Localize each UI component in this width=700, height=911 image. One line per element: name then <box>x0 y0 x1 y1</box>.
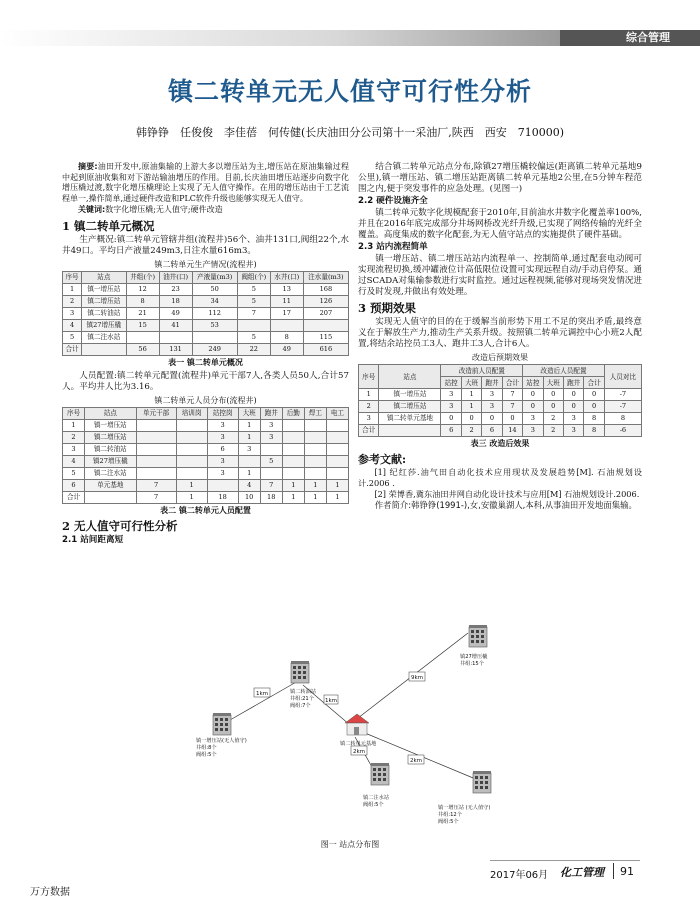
table-cell: 0 <box>584 389 604 401</box>
section-1-para-1: 生产概况:镇二转单元管辖井组(流程井)56个、油井131口,阀组22个,水井49口。平均日产液量249m3,日注水量616m3。 <box>62 234 349 256</box>
table-cell: 8 <box>126 295 159 307</box>
table-cell: 8 <box>604 413 641 425</box>
zhushui-building-icon <box>371 763 389 785</box>
table-cell: 合计 <box>63 343 82 355</box>
table-1-caption: 镇二转单元生产情况(流程井) <box>154 259 257 269</box>
table-cell: 14 <box>502 425 522 437</box>
table-3-header: 跑井 <box>563 377 583 389</box>
right-column <box>358 162 642 511</box>
table-cell: 131 <box>159 343 192 355</box>
table-cell: 1 <box>304 491 326 503</box>
table-cell <box>136 467 176 479</box>
table-cell <box>282 443 304 455</box>
table-cell <box>326 431 348 443</box>
table-3-label: 表三 改造后效果 <box>470 439 530 448</box>
table-row <box>359 413 642 425</box>
table-cell <box>159 331 192 343</box>
table-2-header: 大班 <box>238 407 260 419</box>
table-2-header: 电工 <box>326 407 348 419</box>
table-cell: 1 <box>461 401 481 413</box>
section-2-3-heading: 2.3 站内流程简单 <box>358 242 428 252</box>
table-1-header: 油井(口) <box>159 271 192 283</box>
table-cell: 207 <box>303 307 348 319</box>
keywords-label: 关键词: <box>78 205 106 215</box>
table-cell: 249 <box>192 343 237 355</box>
table-cell <box>282 431 304 443</box>
table-cell: 3 <box>260 431 282 443</box>
section-3-para: 实现无人值守的目的在于缓解当前形势下用工不足的突出矛盾,最终意义在于解放生产力,推动生产关系升级。按照镇二转单元调控中心小班2人配置,将结余站控员工3人、跑井工3人,合计6人。 <box>358 317 642 349</box>
table-cell: 1 <box>238 419 260 431</box>
page-footer <box>490 864 650 882</box>
table-cell: 7 <box>136 479 176 491</box>
table-2-header: 跑井 <box>260 407 282 419</box>
table-cell: 11 <box>270 295 303 307</box>
table-cell: 单元基地 <box>85 479 136 491</box>
table-row <box>63 343 349 355</box>
table-cell: 镇二注水站 <box>82 331 127 343</box>
zhushui-name: 镇二注水站 <box>363 795 389 801</box>
table-3-caption: 改造后预期效果 <box>472 353 528 362</box>
keywords <box>62 205 349 216</box>
table-cell: 7 <box>502 389 522 401</box>
zhuanyou-name: 镇二转油站 <box>290 689 316 695</box>
table-cell: 0 <box>563 401 583 413</box>
table-row <box>359 425 642 437</box>
table-cell <box>176 443 207 455</box>
table-3 <box>358 364 642 437</box>
table-cell: 7 <box>237 307 270 319</box>
table-cell: 18 <box>260 491 282 503</box>
watermark-text: 万方数据 <box>30 887 70 898</box>
distance-d1: 1km <box>255 691 269 697</box>
table-row <box>63 431 349 443</box>
table-cell: 6 <box>482 425 502 437</box>
table-3-header: 站控 <box>441 377 461 389</box>
z2-building-icon <box>473 771 491 793</box>
abstract-text: 油田开发中,原油集输的上游大多以增压站为主,增压站在原油集输过程中起到原油收集和对下游站输油增压的作用。目前,长庆油田增压站逐步向数字化增压橇过渡,数字化增压橇理论上实现了无人值守操作。在用的增压站由于工艺流程单一,操作简单,通过硬件改造和PLC软件升级也能够实现无人值守。 <box>62 162 349 203</box>
table-3-header: 跑井 <box>482 377 502 389</box>
table-cell: 5 <box>237 283 270 295</box>
table-cell: 镇二增压站 <box>85 431 136 443</box>
reference-item: [1] 纪红莎.油气田自动化技术应用现状及发展趋势[M]. 石油规划设计.2006 . <box>358 467 642 488</box>
abstract-label: 摘要: <box>78 162 98 171</box>
section-2-heading: 2 无人值守可行性分析 <box>62 518 178 533</box>
table-3-header: 大班 <box>461 377 481 389</box>
table-2-label: 表二 镇二转单元人员配置 <box>160 505 251 515</box>
table-cell: 1 <box>63 283 82 295</box>
author-bio: 作者简介:韩铮铮(1991-),女,安徽巢湖人,本科,从事油田开发地面集输。 <box>374 500 637 510</box>
figure-caption: 图一 站点分布图 <box>320 840 380 849</box>
table-1 <box>62 271 349 356</box>
table-cell: 3 <box>207 467 238 479</box>
table-2-header: 站控岗 <box>207 407 238 419</box>
table-cell: 镇一增压站 <box>85 419 136 431</box>
z27-building-icon <box>469 625 487 647</box>
table-cell <box>176 455 207 467</box>
abstract <box>62 162 349 204</box>
table-cell: 3 <box>260 419 282 431</box>
table-row <box>63 331 349 343</box>
table-cell: 3 <box>563 413 583 425</box>
table-cell: 50 <box>192 283 237 295</box>
table-cell: 4 <box>238 479 260 491</box>
z1-building-icon <box>213 713 231 735</box>
table-1-header: 阀组(个) <box>237 271 270 283</box>
table-cell <box>136 431 176 443</box>
authors-line: 韩铮铮 任俊俊 李佳蓓 何传健(长庆油田分公司第十一采油厂,陕西 西安 710000) <box>135 126 565 139</box>
table-cell: 4 <box>63 455 85 467</box>
table-2-header: 单元干部 <box>136 407 176 419</box>
table-cell: 7 <box>260 479 282 491</box>
table-cell: 3 <box>523 413 543 425</box>
table-cell: 6 <box>441 425 461 437</box>
footer-date: 2017年06月 <box>490 870 549 881</box>
table-cell: 1 <box>238 431 260 443</box>
table-cell: 13 <box>270 283 303 295</box>
table-cell: 21 <box>126 307 159 319</box>
table-cell: 5 <box>63 467 85 479</box>
link-zhuanyou-z1 <box>230 681 298 720</box>
table-cell: 12 <box>126 283 159 295</box>
table-row <box>63 419 349 431</box>
table-1-header: 注水量(m3) <box>303 271 348 283</box>
table-cell: 0 <box>523 389 543 401</box>
references-heading: 参考文献: <box>358 453 407 466</box>
table-3-header: 站点 <box>379 365 441 389</box>
table-cell: 5 <box>237 331 270 343</box>
table-row <box>359 389 642 401</box>
table-cell <box>282 419 304 431</box>
reference-item: [2] 荣博香,冀东油田井网自动化设计技术与应用[M] 石油规划设计.2006. <box>374 489 640 499</box>
table-cell: 112 <box>192 307 237 319</box>
table-3-header: 站控 <box>523 377 543 389</box>
table-row <box>63 455 349 467</box>
table-cell: 3 <box>441 389 461 401</box>
table-3-group-before: 改造前人员配置 <box>441 365 523 377</box>
table-cell: 0 <box>441 413 461 425</box>
zhushui-line2: 阀组:5个 <box>363 802 384 808</box>
table-cell: 2 <box>63 431 85 443</box>
connection-lines <box>230 633 478 780</box>
zhuanyou-line3: 阀组:7个 <box>290 703 311 709</box>
table-2-header: 焊工 <box>304 407 326 419</box>
z2-name: 镇一增压站 (无人值守) <box>438 805 491 811</box>
page-number: 91 <box>620 865 634 878</box>
table-3-group-after: 改造后人员配置 <box>523 365 605 377</box>
table-cell: 3 <box>359 413 379 425</box>
table-cell: 168 <box>303 283 348 295</box>
table-cell: 3 <box>482 401 502 413</box>
table-cell: 7 <box>502 401 522 413</box>
table-cell: 53 <box>192 319 237 331</box>
table-cell: 8 <box>584 413 604 425</box>
table-3-header: 大班 <box>543 377 563 389</box>
table-cell <box>176 419 207 431</box>
table-cell <box>326 455 348 467</box>
table-cell: 17 <box>270 307 303 319</box>
table-cell: 616 <box>303 343 348 355</box>
table-cell: 3 <box>238 443 260 455</box>
table-cell: 49 <box>159 307 192 319</box>
table-cell <box>270 319 303 331</box>
z1-name: 镇一增压站(无人值守) <box>196 738 247 744</box>
footer-journal: 化工管理 <box>560 866 604 879</box>
table-row <box>63 467 349 479</box>
table-row <box>63 479 349 491</box>
table-cell <box>260 467 282 479</box>
table-row <box>63 319 349 331</box>
table-cell: 2 <box>543 425 563 437</box>
table-cell: 1 <box>282 491 304 503</box>
keywords-text: 数字化增压橇;无人值守;硬件改造 <box>105 205 223 215</box>
table-cell: 18 <box>207 491 238 503</box>
header-band <box>0 30 700 46</box>
z1-line3: 阀组:5个 <box>196 752 217 758</box>
table-cell: -6 <box>604 425 641 437</box>
table-cell <box>237 319 270 331</box>
table-cell: 1 <box>304 479 326 491</box>
table-cell: 0 <box>482 413 502 425</box>
base-house-icon <box>345 714 369 735</box>
table-cell <box>326 467 348 479</box>
table-cell: 0 <box>543 401 563 413</box>
table-cell: 6 <box>207 443 238 455</box>
table-cell: 镇一增压站 <box>379 389 441 401</box>
table-cell: 3 <box>207 455 238 467</box>
table-cell: 56 <box>126 343 159 355</box>
table-1-label: 表一 镇二转单元概况 <box>168 357 243 367</box>
table-1-header: 序号 <box>63 271 82 283</box>
table-cell <box>85 491 136 503</box>
table-cell: 1 <box>282 479 304 491</box>
table-cell: 2 <box>359 401 379 413</box>
table-cell: 3 <box>207 419 238 431</box>
footer-rule <box>490 860 640 861</box>
table-cell: 23 <box>159 283 192 295</box>
table-cell <box>282 455 304 467</box>
table-3-header: 合计 <box>584 377 604 389</box>
table-cell: 镇27增压橇 <box>85 455 136 467</box>
table-row <box>359 401 642 413</box>
table-cell: 镇二注水站 <box>85 467 136 479</box>
zhuanyou-line2: 井组:21个 <box>290 696 314 702</box>
table-cell: 1 <box>326 479 348 491</box>
table-cell: 3 <box>63 307 82 319</box>
table-3-header: 人员对比 <box>604 365 641 389</box>
table-cell: 2 <box>461 425 481 437</box>
table-cell: 0 <box>502 413 522 425</box>
table-cell <box>304 455 326 467</box>
table-1-header: 产液量(m3) <box>192 271 237 283</box>
table-1-header: 站点 <box>82 271 127 283</box>
table-cell: 6 <box>63 479 85 491</box>
table-cell: 5 <box>237 295 270 307</box>
table-2-header: 后勤 <box>282 407 304 419</box>
table-cell: 126 <box>303 295 348 307</box>
station-map-figure <box>190 615 520 840</box>
section-2-2-heading: 2.2 硬件设施齐全 <box>358 196 428 206</box>
table-cell: 3 <box>441 401 461 413</box>
table-cell <box>304 419 326 431</box>
table-row <box>63 491 349 503</box>
table-cell <box>379 425 441 437</box>
table-cell: 镇27增压橇 <box>82 319 127 331</box>
section-2-3-para: 镇一增压站、镇二增压站站内流程单一、控制简单,通过配套电动阀可实现流程切换,缓冲罐液位计高低限位设置可实现远程自动/手动启停泵。通过SCADA对集输参数进行实时监控。通过远程视频,能够对现场突发情况进行及时发现,并做出有效处理。 <box>358 254 642 297</box>
section-2-2-para: 镇二转单元数字化规模配套于2010年,目前油水井数字化覆盖率100%,并且在2016年底完成部分井场网桥改光纤升级,已实现了网络传输的光纤全覆盖。高度集成的数字化配套,为无人值守站点的实施提供了硬件基础。 <box>358 208 642 240</box>
article-title: 镇二转单元无人值守可行性分析 <box>167 77 532 106</box>
table-cell: 0 <box>461 413 481 425</box>
z27-line2: 井组:15个 <box>460 661 484 667</box>
table-cell: 合计 <box>63 491 85 503</box>
table-1-header: 井组(个) <box>126 271 159 283</box>
table-cell: 8 <box>584 425 604 437</box>
table-cell: 41 <box>159 319 192 331</box>
table-cell <box>176 467 207 479</box>
table-cell: 1 <box>63 419 85 431</box>
table-2 <box>62 407 349 504</box>
distance-d4: 2km <box>352 749 366 755</box>
table-cell: 1 <box>461 389 481 401</box>
distance-d5: 2km <box>409 758 423 764</box>
section-1-heading: 1 镇二转单元概况 <box>62 218 155 233</box>
table-cell: 镇二转油站 <box>85 443 136 455</box>
z2-line2: 井组:12个 <box>438 812 462 818</box>
table-cell: 镇二增压站 <box>379 401 441 413</box>
table-cell: 4 <box>63 319 82 331</box>
table-cell: -7 <box>604 389 641 401</box>
table-cell: 3 <box>207 431 238 443</box>
table-cell: 0 <box>523 401 543 413</box>
table-cell <box>136 455 176 467</box>
table-cell: 1 <box>176 491 207 503</box>
table-cell <box>282 467 304 479</box>
table-1-header: 水井(口) <box>270 271 303 283</box>
table-cell: 18 <box>159 295 192 307</box>
section-3-heading: 3 预期效果 <box>358 301 417 315</box>
table-cell: 10 <box>238 491 260 503</box>
table-cell: 1 <box>176 479 207 491</box>
table-row <box>63 443 349 455</box>
table-cell <box>136 419 176 431</box>
section-2-1-para: 结合镇二转单元站点分布,除镇27增压橇较偏远(距离镇二转单元基地9公里),镇一增压站、镇二增压站距离镇二转单元基地2公里,在5分钟车程范围之内,便于突发事件的应急处理。(见图一) <box>358 162 642 194</box>
table-cell: 0 <box>563 389 583 401</box>
table-cell: 115 <box>303 331 348 343</box>
table-3-header: 合计 <box>502 377 522 389</box>
table-cell: 3 <box>482 389 502 401</box>
station-map <box>190 615 520 840</box>
z1-line2: 井组:8个 <box>196 745 217 751</box>
table-cell: 0 <box>584 401 604 413</box>
header-gradient <box>0 30 560 46</box>
table-cell <box>136 443 176 455</box>
table-cell <box>238 455 260 467</box>
table-cell <box>304 431 326 443</box>
table-cell: 2 <box>543 413 563 425</box>
table-cell: 8 <box>270 331 303 343</box>
base-name: 镇二转单元基地 <box>340 741 377 747</box>
section-2-1-heading: 2.1 站间距离短 <box>62 534 124 545</box>
table-cell: 合计 <box>359 425 379 437</box>
table-cell: 34 <box>192 295 237 307</box>
table-cell: 镇一增压站 <box>82 283 127 295</box>
table-cell: 3 <box>523 425 543 437</box>
table-cell: 0 <box>543 389 563 401</box>
table-row <box>63 295 349 307</box>
table-cell <box>82 343 127 355</box>
table-cell <box>304 467 326 479</box>
table-2-caption: 镇二转单元人员分布(流程井) <box>154 395 257 405</box>
table-cell: 7 <box>136 491 176 503</box>
table-cell: 5 <box>260 455 282 467</box>
table-cell: 3 <box>63 443 85 455</box>
distance-d3: 1km <box>324 698 338 704</box>
table-cell: 镇二转单元基地 <box>379 413 441 425</box>
table-cell: 镇二增压站 <box>82 295 127 307</box>
table-cell <box>192 331 237 343</box>
table-cell <box>126 331 159 343</box>
section-label: 综合管理 <box>560 30 700 46</box>
table-cell <box>207 479 238 491</box>
table-2-header: 序号 <box>63 407 85 419</box>
z27-name: 镇27增压橇 <box>460 654 488 660</box>
table-cell: 3 <box>563 425 583 437</box>
footer-separator <box>613 863 614 879</box>
table-cell <box>303 319 348 331</box>
table-cell: 1 <box>238 467 260 479</box>
table-3-header: 序号 <box>359 365 379 389</box>
table-row <box>63 307 349 319</box>
zhuanyou-building-icon <box>291 661 309 683</box>
table-2-header: 站点 <box>85 407 136 419</box>
z2-line3: 阀组:5个 <box>438 819 459 825</box>
left-column <box>62 162 349 547</box>
table-cell: 22 <box>237 343 270 355</box>
section-1-para-2: 人员配置:镇二转单元配置(流程井)单元干部7人,各类人员50人,合计57人。平均井人比为3.16。 <box>62 370 349 392</box>
table-cell <box>304 443 326 455</box>
table-cell <box>260 443 282 455</box>
table-cell: 镇二转油站 <box>82 307 127 319</box>
table-cell: 5 <box>63 331 82 343</box>
table-cell: 1 <box>359 389 379 401</box>
table-cell <box>326 419 348 431</box>
table-cell <box>326 443 348 455</box>
table-cell: 15 <box>126 319 159 331</box>
table-2-header: 培训岗 <box>176 407 207 419</box>
table-cell: -7 <box>604 401 641 413</box>
table-cell: 1 <box>326 491 348 503</box>
table-cell <box>176 431 207 443</box>
table-cell: 2 <box>63 295 82 307</box>
table-row <box>63 283 349 295</box>
distance-d2: 9km <box>410 675 424 681</box>
table-cell: 49 <box>270 343 303 355</box>
